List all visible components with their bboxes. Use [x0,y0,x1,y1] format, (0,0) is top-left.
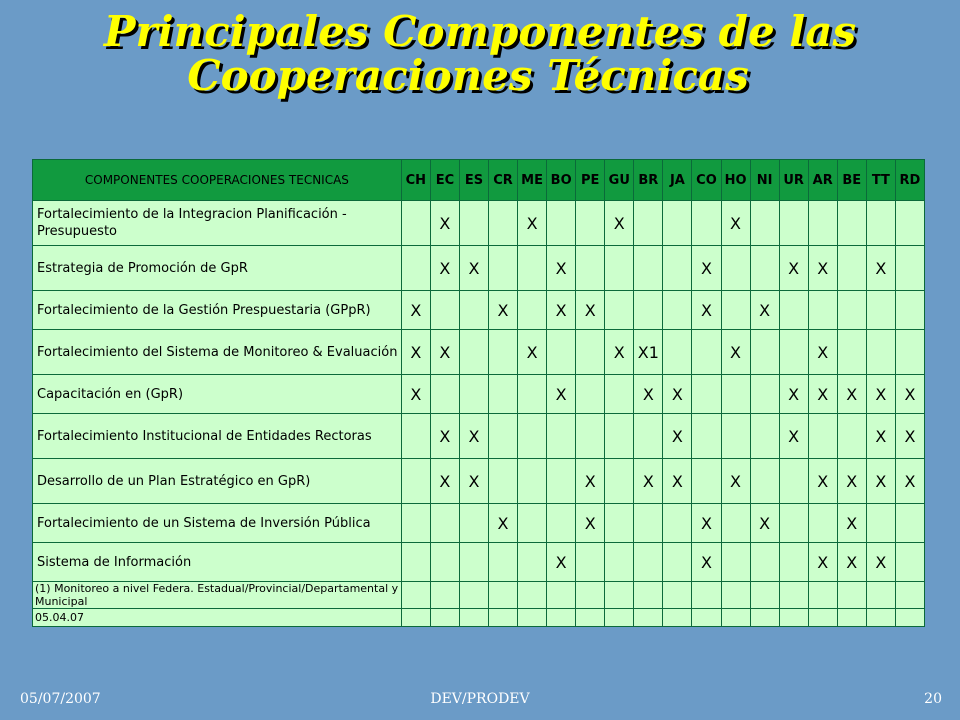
empty-cell [866,582,895,609]
mark-cell-rd [895,543,924,582]
mark-cell-co [692,330,721,375]
mark-cell-ja: X [663,414,692,459]
mark-cell-ja: X [663,459,692,504]
mark-cell-ur [779,330,808,375]
mark-cell-ar [808,291,837,330]
mark-cell-es [459,504,488,543]
mark-cell-cr [489,375,518,414]
mark-cell-cr: X [489,291,518,330]
mark-cell-me [518,459,547,504]
mark-cell-ho [721,375,750,414]
mark-cell-tt: X [866,459,895,504]
mark-cell-tt: X [866,543,895,582]
mark-cell-be: X [837,543,866,582]
mark-cell-co: X [692,246,721,291]
empty-cell [459,609,488,627]
components-table [32,159,925,627]
header-components: COMPONENTES COOPERACIONES TECNICAS [33,160,402,201]
mark-cell-ho [721,246,750,291]
footnote-row [33,582,925,609]
mark-cell-be [837,246,866,291]
mark-cell-tt [866,330,895,375]
mark-cell-be [837,201,866,246]
empty-cell [576,582,605,609]
component-label: Desarrollo de un Plan Estratégico en GpR) [33,459,402,504]
mark-cell-br [634,291,663,330]
empty-cell [779,609,808,627]
component-label: Fortalecimiento de la Gestión Prespuestaria (GPpR) [33,291,402,330]
mark-cell-cr [489,201,518,246]
empty-cell [634,609,663,627]
table-row [33,414,925,459]
mark-cell-pe [576,543,605,582]
mark-cell-bo [547,459,576,504]
component-label: Fortalecimiento Institucional de Entidades Rectoras [33,414,402,459]
mark-cell-ja [663,291,692,330]
empty-cell [721,582,750,609]
header-country-me: ME [518,160,547,201]
footnote-row-text: (1) Monitoreo a nivel Federa. Estadual/Provincial/Departamental y Municipal [33,582,402,609]
empty-cell [808,609,837,627]
mark-cell-ch: X [401,330,430,375]
mark-cell-pe [576,330,605,375]
mark-cell-es [459,330,488,375]
mark-cell-be: X [837,504,866,543]
empty-cell [430,582,459,609]
mark-cell-be: X [837,375,866,414]
empty-cell [721,609,750,627]
empty-cell [518,582,547,609]
header-country-pe: PE [576,160,605,201]
mark-cell-be [837,330,866,375]
empty-cell [489,609,518,627]
mark-cell-bo: X [547,543,576,582]
mark-cell-be [837,414,866,459]
mark-cell-pe [576,414,605,459]
mark-cell-ja [663,246,692,291]
empty-cell [750,609,779,627]
slide-title [0,7,960,100]
mark-cell-ch: X [401,291,430,330]
mark-cell-rd [895,291,924,330]
table-row [33,375,925,414]
table-row [33,291,925,330]
mark-cell-bo [547,201,576,246]
mark-cell-ja: X [663,375,692,414]
mark-cell-ur [779,459,808,504]
mark-cell-es: X [459,414,488,459]
footer-page-number: 20 [924,691,942,707]
mark-cell-br: X [634,459,663,504]
empty-cell [750,582,779,609]
empty-cell [692,582,721,609]
mark-cell-tt [866,291,895,330]
mark-cell-co: X [692,543,721,582]
mark-cell-bo: X [547,246,576,291]
empty-cell [692,609,721,627]
mark-cell-pe: X [576,291,605,330]
mark-cell-ho: X [721,459,750,504]
component-label: Sistema de Información [33,543,402,582]
mark-cell-es [459,201,488,246]
mark-cell-tt: X [866,375,895,414]
mark-cell-me [518,543,547,582]
mark-cell-me [518,414,547,459]
mark-cell-br [634,201,663,246]
mark-cell-bo [547,504,576,543]
mark-cell-ur [779,291,808,330]
mark-cell-ho [721,543,750,582]
mark-cell-br [634,246,663,291]
header-country-ch: CH [401,160,430,201]
mark-cell-ar: X [808,375,837,414]
table-row [33,459,925,504]
mark-cell-ar [808,504,837,543]
mark-cell-be: X [837,459,866,504]
mark-cell-rd [895,246,924,291]
header-country-ar: AR [808,160,837,201]
mark-cell-ni [750,459,779,504]
component-label: Estrategia de Promoción de GpR [33,246,402,291]
empty-cell [401,609,430,627]
components-table-body [33,160,925,627]
table-date-row-text: 05.04.07 [33,609,402,627]
mark-cell-ec: X [430,414,459,459]
component-label: Fortalecimiento de la Integracion Planificación - Presupuesto [33,201,402,246]
mark-cell-gu [605,246,634,291]
mark-cell-ur [779,543,808,582]
empty-cell [634,582,663,609]
mark-cell-me [518,504,547,543]
mark-cell-ni [750,375,779,414]
mark-cell-ur: X [779,246,808,291]
mark-cell-bo [547,414,576,459]
mark-cell-ec [430,375,459,414]
mark-cell-ec: X [430,201,459,246]
mark-cell-es [459,291,488,330]
mark-cell-ni [750,543,779,582]
mark-cell-ar [808,201,837,246]
mark-cell-me [518,291,547,330]
empty-cell [895,582,924,609]
empty-cell [605,582,634,609]
mark-cell-br [634,543,663,582]
mark-cell-cr [489,543,518,582]
mark-cell-ho [721,414,750,459]
mark-cell-cr [489,246,518,291]
mark-cell-ur [779,201,808,246]
mark-cell-es [459,375,488,414]
empty-cell [489,582,518,609]
mark-cell-pe: X [576,504,605,543]
mark-cell-ar [808,414,837,459]
mark-cell-gu [605,375,634,414]
mark-cell-ch [401,543,430,582]
header-country-ja: JA [663,160,692,201]
mark-cell-ja [663,330,692,375]
header-country-gu: GU [605,160,634,201]
mark-cell-rd [895,504,924,543]
mark-cell-ar: X [808,543,837,582]
mark-cell-ar: X [808,330,837,375]
mark-cell-co: X [692,291,721,330]
mark-cell-gu [605,543,634,582]
mark-cell-ni [750,414,779,459]
header-country-tt: TT [866,160,895,201]
mark-cell-ch [401,504,430,543]
table-row [33,543,925,582]
mark-cell-pe: X [576,459,605,504]
component-label: Fortalecimiento del Sistema de Monitoreo & Evaluación [33,330,402,375]
mark-cell-me [518,246,547,291]
mark-cell-cr [489,330,518,375]
mark-cell-bo [547,330,576,375]
table-header-row [33,160,925,201]
slide-title-line-1: Principales Componentes de las [103,7,857,56]
mark-cell-ec [430,543,459,582]
mark-cell-cr: X [489,504,518,543]
empty-cell [895,609,924,627]
mark-cell-rd: X [895,414,924,459]
mark-cell-ur: X [779,375,808,414]
mark-cell-gu: X [605,330,634,375]
empty-cell [837,609,866,627]
empty-cell [866,609,895,627]
mark-cell-gu [605,414,634,459]
mark-cell-ur: X [779,414,808,459]
header-country-cr: CR [489,160,518,201]
mark-cell-tt [866,504,895,543]
mark-cell-br [634,504,663,543]
mark-cell-ho: X [721,201,750,246]
table-row [33,330,925,375]
mark-cell-ja [663,543,692,582]
mark-cell-cr [489,459,518,504]
component-label: Capacitación en (GpR) [33,375,402,414]
mark-cell-ch [401,246,430,291]
mark-cell-ja [663,201,692,246]
mark-cell-me: X [518,330,547,375]
mark-cell-ec [430,291,459,330]
mark-cell-gu: X [605,201,634,246]
mark-cell-ja [663,504,692,543]
mark-cell-ec [430,504,459,543]
mark-cell-ur [779,504,808,543]
mark-cell-ch [401,414,430,459]
empty-cell [663,609,692,627]
header-country-ur: UR [779,160,808,201]
header-country-co: CO [692,160,721,201]
mark-cell-rd [895,201,924,246]
mark-cell-co [692,201,721,246]
mark-cell-pe [576,201,605,246]
header-country-ni: NI [750,160,779,201]
mark-cell-co [692,375,721,414]
mark-cell-bo: X [547,291,576,330]
slide-title-line-2: Cooperaciones Técnicas [187,51,749,100]
header-country-bo: BO [547,160,576,201]
header-country-es: ES [459,160,488,201]
mark-cell-me [518,375,547,414]
mark-cell-tt: X [866,246,895,291]
mark-cell-ni [750,246,779,291]
empty-cell [663,582,692,609]
table-row [33,246,925,291]
footer-date: 05/07/2007 [20,691,101,707]
component-label: Fortalecimiento de un Sistema de Inversión Pública [33,504,402,543]
empty-cell [808,582,837,609]
mark-cell-es: X [459,459,488,504]
footer-center-text: DEV/PRODEV [430,691,530,707]
mark-cell-bo: X [547,375,576,414]
mark-cell-ec: X [430,459,459,504]
mark-cell-co [692,414,721,459]
empty-cell [459,582,488,609]
header-country-be: BE [837,160,866,201]
mark-cell-gu [605,291,634,330]
mark-cell-rd: X [895,375,924,414]
header-country-ho: HO [721,160,750,201]
mark-cell-ho: X [721,330,750,375]
mark-cell-co: X [692,504,721,543]
mark-cell-ni: X [750,504,779,543]
mark-cell-es: X [459,246,488,291]
mark-cell-gu [605,459,634,504]
mark-cell-rd [895,330,924,375]
empty-cell [430,609,459,627]
empty-cell [605,609,634,627]
mark-cell-pe [576,246,605,291]
mark-cell-cr [489,414,518,459]
mark-cell-ch: X [401,375,430,414]
table-row [33,201,925,246]
empty-cell [518,609,547,627]
mark-cell-ho [721,504,750,543]
empty-cell [779,582,808,609]
mark-cell-be [837,291,866,330]
mark-cell-ec: X [430,246,459,291]
mark-cell-br: X1 [634,330,663,375]
empty-cell [547,582,576,609]
mark-cell-ni: X [750,291,779,330]
mark-cell-ec: X [430,330,459,375]
mark-cell-gu [605,504,634,543]
header-country-br: BR [634,160,663,201]
mark-cell-me: X [518,201,547,246]
mark-cell-rd: X [895,459,924,504]
empty-cell [401,582,430,609]
empty-cell [837,582,866,609]
mark-cell-es [459,543,488,582]
mark-cell-pe [576,375,605,414]
mark-cell-br [634,414,663,459]
mark-cell-ar: X [808,246,837,291]
mark-cell-tt [866,201,895,246]
mark-cell-ch [401,201,430,246]
empty-cell [576,609,605,627]
empty-cell [547,609,576,627]
mark-cell-co [692,459,721,504]
mark-cell-tt: X [866,414,895,459]
mark-cell-ni [750,201,779,246]
table-date-row [33,609,925,627]
mark-cell-ch [401,459,430,504]
header-country-rd: RD [895,160,924,201]
mark-cell-br: X [634,375,663,414]
header-country-ec: EC [430,160,459,201]
table-row [33,504,925,543]
mark-cell-ho [721,291,750,330]
mark-cell-ar: X [808,459,837,504]
mark-cell-ni [750,330,779,375]
